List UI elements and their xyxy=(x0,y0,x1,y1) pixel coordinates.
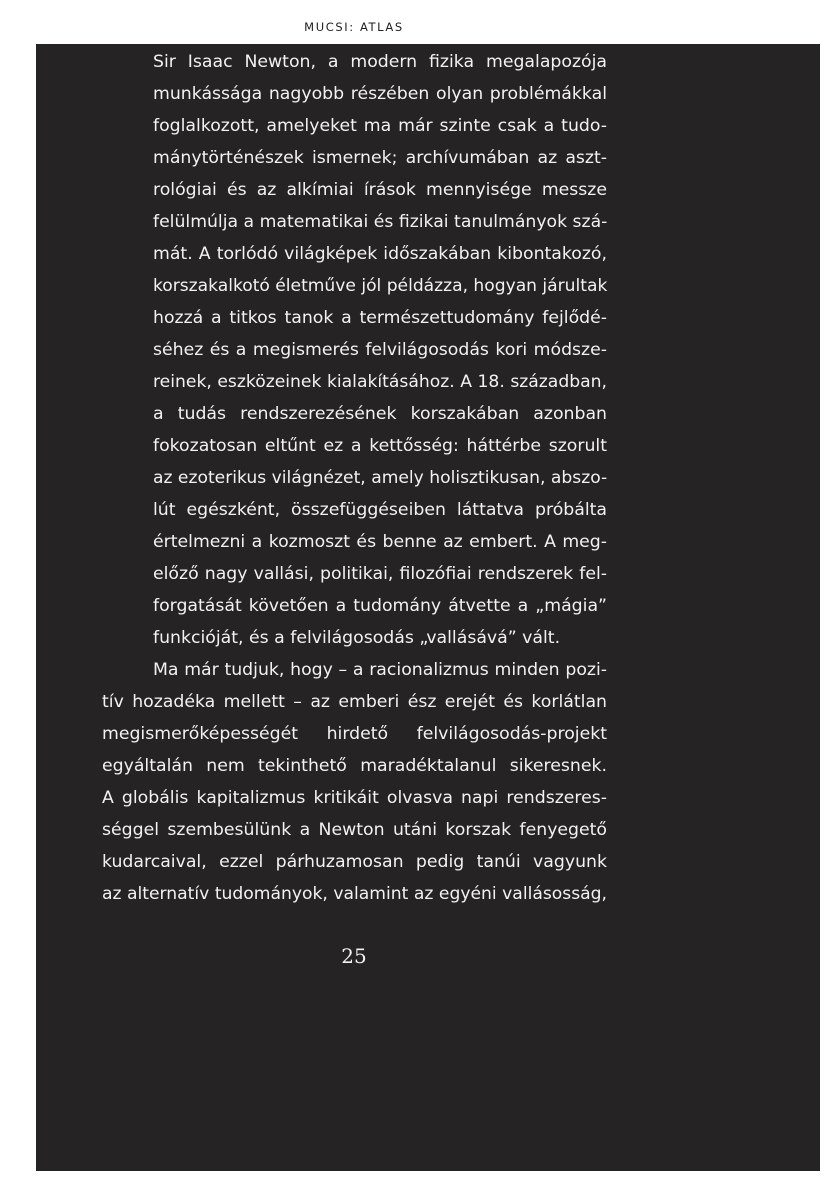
text-line: értelmezni a kozmoszt és benne az embert. A meg- xyxy=(153,532,607,552)
text-line: az ezoterikus világnézet, amely holisztikusan, abszo- xyxy=(153,468,608,488)
text-line: egyáltalán nem tekinthető maradéktalanul sikeresnek. xyxy=(102,756,607,776)
text-line: az alternatív tudományok, valamint az egyéni vallásosság, xyxy=(102,884,607,904)
text-line: reinek, eszközeinek kialakításához. A 18. században, xyxy=(153,372,607,392)
text-line: hozzá a titkos tanok a természettudomány fejlődé- xyxy=(153,308,607,328)
text-line: forgatását követően a tudomány átvette a „mágia” xyxy=(153,596,607,616)
text-line: korszakalkotó életműve jól példázza, hogyan járultak xyxy=(153,276,608,296)
text-line: előző nagy vallási, politikai, filozófiai rendszerek fel- xyxy=(153,564,607,584)
text-line: tív hozadéka mellett – az emberi ész erejét és korlátlan xyxy=(102,692,607,712)
text-line: munkássága nagyobb részében olyan problémákkal xyxy=(153,84,607,104)
text-line: a tudás rendszerezésének korszakában azonban xyxy=(153,404,607,424)
text-line: séggel szembesülünk a Newton utáni korszak fenyegető xyxy=(102,820,607,840)
text-line: felülmúlja a matematikai és fizikai tanulmányok szá- xyxy=(153,212,608,232)
text-line: fokozatosan eltűnt ez a kettősség: háttérbe szorult xyxy=(153,436,607,456)
text-line: funkcióját, és a felvilágosodás „vallásává” vált. xyxy=(153,628,561,648)
text-line: Ma már tudjuk, hogy – a racionalizmus minden pozi- xyxy=(153,660,607,680)
text-line: mánytörténészek ismernek; archívumában az aszt- xyxy=(153,148,607,168)
text-line: kudarcaival, ezzel párhuzamosan pedig tanúi vagyunk xyxy=(102,852,607,872)
text-line: lút egészként, összefüggéseiben láttatva próbálta xyxy=(153,500,607,520)
text-line: foglalkozott, amelyeket ma már szinte csak a tudo- xyxy=(153,116,607,136)
page-number: 25 xyxy=(341,944,367,968)
text-line: megismerőképességét hirdető felvilágosodás-projekt xyxy=(102,724,607,744)
text-line: rológiai és az alkímiai írások mennyisége messze xyxy=(153,180,607,200)
text-line: mát. A torlódó világképek időszakában kibontakozó, xyxy=(153,244,607,264)
text-line: séhez és a megismerés felvilágosodás kori módsze- xyxy=(153,340,607,360)
text-line: A globális kapitalizmus kritikáit olvasva napi rendszeres- xyxy=(102,788,607,808)
running-header: MUCSI: ATLAS xyxy=(304,20,404,34)
text-line: Sir Isaac Newton, a modern fizika megalapozója xyxy=(153,52,607,72)
